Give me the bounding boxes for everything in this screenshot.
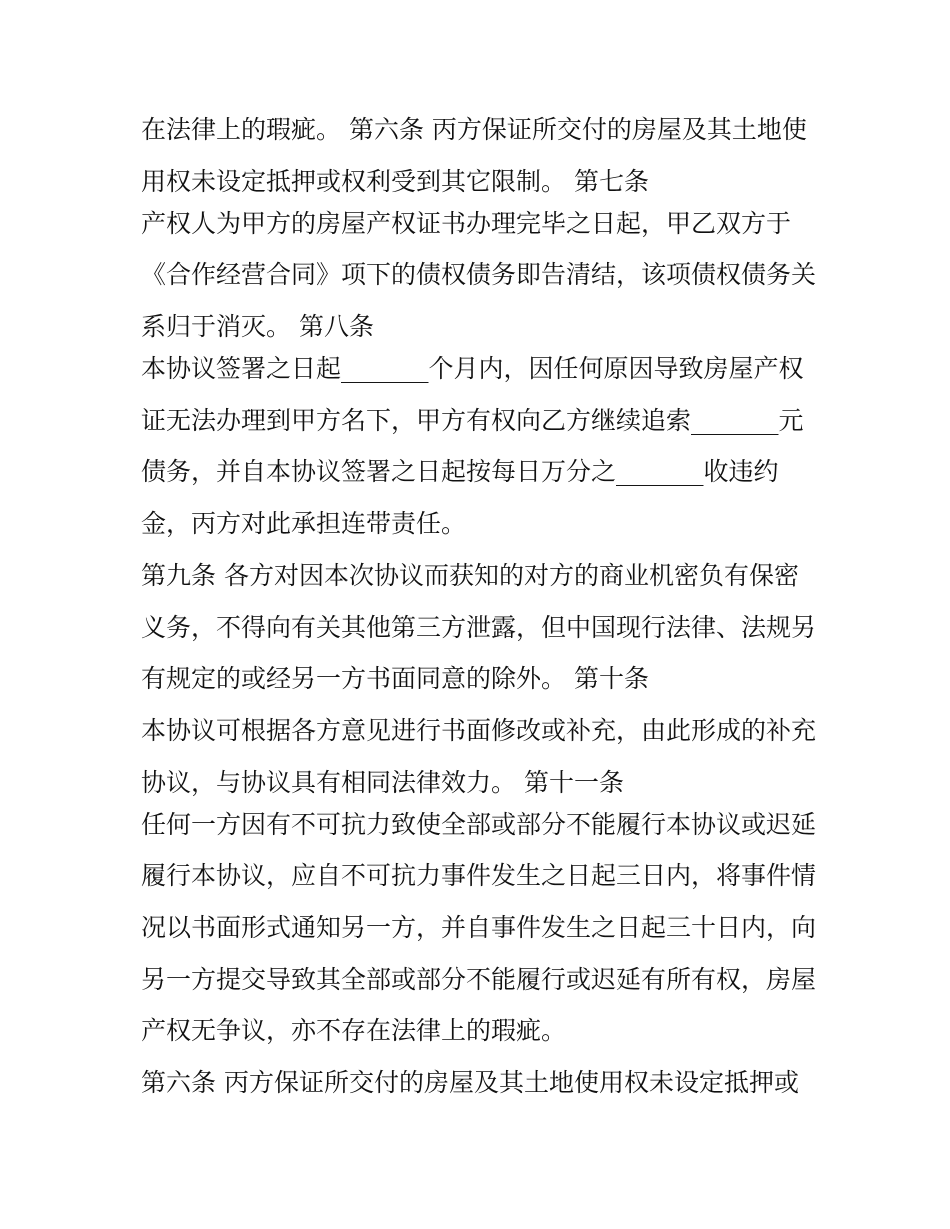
text-line: 履行本协议，应自不可抗力事件发生之日起三日内，将事件情 [141,861,817,891]
text-line: 证无法办理到甲方名下，甲方有权向乙方继续追索_______元 [141,405,804,435]
text-line: 第九条 各方对因本次协议而获知的对方的商业机密负有保密 [141,560,799,590]
text-line: 协议，与协议具有相同法律效力。 第十一条 [141,767,624,797]
text-line: 产权无争议，亦不存在法律上的瑕疵。 [141,1016,567,1046]
text-line: 本协议签署之日起_______个月内，因任何原因导致房屋产权 [141,354,804,384]
text-line: 金，丙方对此承担连带责任。 [141,509,467,539]
text-line: 产权人为甲方的房屋产权证书办理完毕之日起，甲乙双方于 [141,208,792,238]
text-line: 另一方提交导致其全部或部分不能履行或迟延有所有权，房屋 [141,964,817,994]
text-line: 用权未设定抵押或权利受到其它限制。 第七条 [141,166,649,196]
text-line: 义务，不得向有关其他第三方泄露，但中国现行法律、法规另 [141,612,817,642]
text-line: 有规定的或经另一方书面同意的除外。 第十条 [141,664,649,694]
text-line: 况以书面形式通知另一方，并自事件发生之日起三十日内，向 [141,912,817,942]
text-line: 任何一方因有不可抗力致使全部或部分不能履行本协议或迟延 [141,809,817,839]
text-line: 《合作经营合同》项下的债权债务即告清结，该项债权债务关 [141,260,817,290]
text-line: 第六条 丙方保证所交付的房屋及其土地使用权未设定抵押或 [141,1068,799,1097]
text-line: 系归于消灭。 第八条 [141,312,374,342]
document-body [141,109,831,1114]
text-line: 债务，并自本协议签署之日起按每日万分之_______收违约 [141,457,779,487]
text-line: 本协议可根据各方意见进行书面修改或补充，由此形成的补充 [141,715,817,745]
text-line: 在法律上的瑕疵。 第六条 丙方保证所交付的房屋及其土地使 [141,115,807,144]
